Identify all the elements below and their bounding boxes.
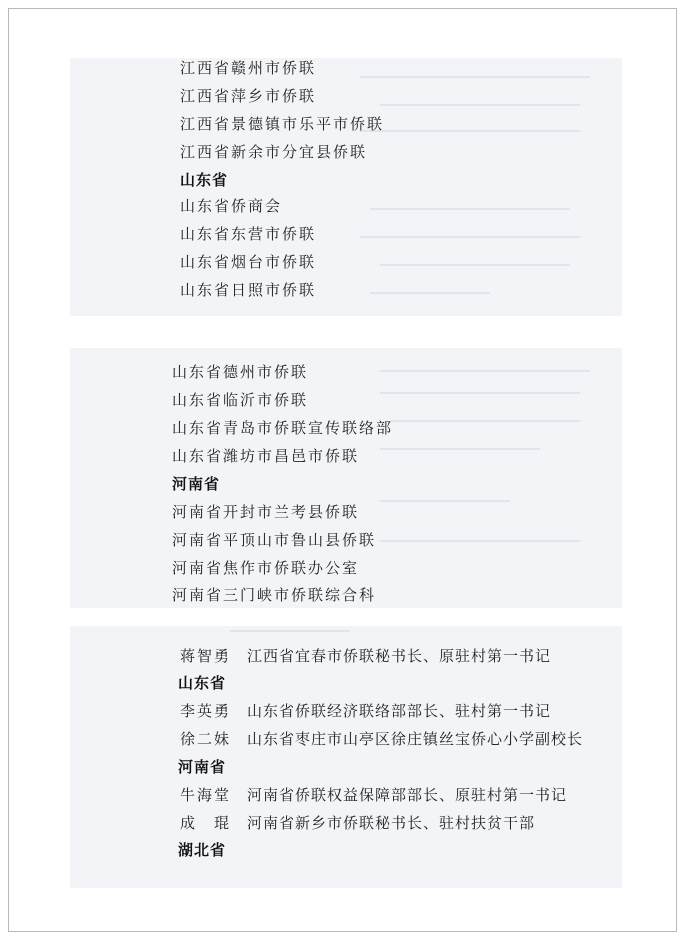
section-heading: 河南省 [172, 475, 221, 493]
person-title: 江西省宜春市侨联秘书长、原驻村第一书记 [247, 647, 552, 665]
section-heading: 山东省 [180, 171, 229, 189]
bleed-line [360, 76, 590, 78]
list-item: 江西省赣州市侨联 [180, 59, 317, 77]
list-item: 山东省烟台市侨联 [180, 253, 317, 271]
list-item: 河南省平顶山市鲁山县侨联 [172, 531, 377, 549]
list-item: 江西省萍乡市侨联 [180, 87, 317, 105]
person-title: 河南省侨联权益保障部部长、原驻村第一书记 [247, 786, 568, 804]
list-item: 江西省新余市分宜县侨联 [180, 143, 368, 161]
bleed-line [370, 292, 490, 294]
section-heading: 山东省 [178, 674, 227, 692]
list-item: 河南省焦作市侨联办公室 [172, 559, 360, 577]
bleed-line [380, 264, 570, 266]
list-item: 山东省临沂市侨联 [172, 391, 309, 409]
bleed-line [360, 130, 580, 132]
list-item: 江西省景德镇市乐平市侨联 [180, 115, 385, 133]
person-name: 成 琨 [180, 814, 232, 832]
list-item: 山东省德州市侨联 [172, 363, 309, 381]
bleed-line [380, 104, 580, 106]
person-name: 徐二妹 [180, 730, 232, 748]
person-title: 山东省枣庄市山亭区徐庄镇丝宝侨心小学副校长 [247, 730, 584, 748]
section-heading: 湖北省 [178, 841, 227, 859]
list-item: 山东省侨商会 [180, 197, 283, 215]
bleed-line [390, 420, 580, 422]
list-item: 河南省三门峡市侨联综合科 [172, 586, 377, 604]
list-item: 山东省潍坊市昌邑市侨联 [172, 447, 360, 465]
bleed-line [380, 370, 590, 372]
bleed-line [230, 630, 350, 632]
person-title: 河南省新乡市侨联秘书长、驻村扶贫干部 [247, 814, 536, 832]
list-item: 山东省日照市侨联 [180, 281, 317, 299]
list-item: 山东省东营市侨联 [180, 225, 317, 243]
bleed-line [380, 448, 540, 450]
list-item: 山东省青岛市侨联宣传联络部 [172, 419, 394, 437]
section-heading: 河南省 [178, 758, 227, 776]
bleed-line [360, 236, 580, 238]
scan-strip-a [70, 58, 622, 316]
bleed-line [380, 500, 510, 502]
bleed-line [380, 540, 580, 542]
person-title: 山东省侨联经济联络部部长、驻村第一书记 [247, 702, 552, 720]
person-name: 蒋智勇 [180, 647, 232, 665]
bleed-line [380, 392, 580, 394]
person-name: 牛海堂 [180, 786, 232, 804]
list-item: 河南省开封市兰考县侨联 [172, 503, 360, 521]
person-name: 李英勇 [180, 702, 232, 720]
bleed-line [370, 208, 570, 210]
